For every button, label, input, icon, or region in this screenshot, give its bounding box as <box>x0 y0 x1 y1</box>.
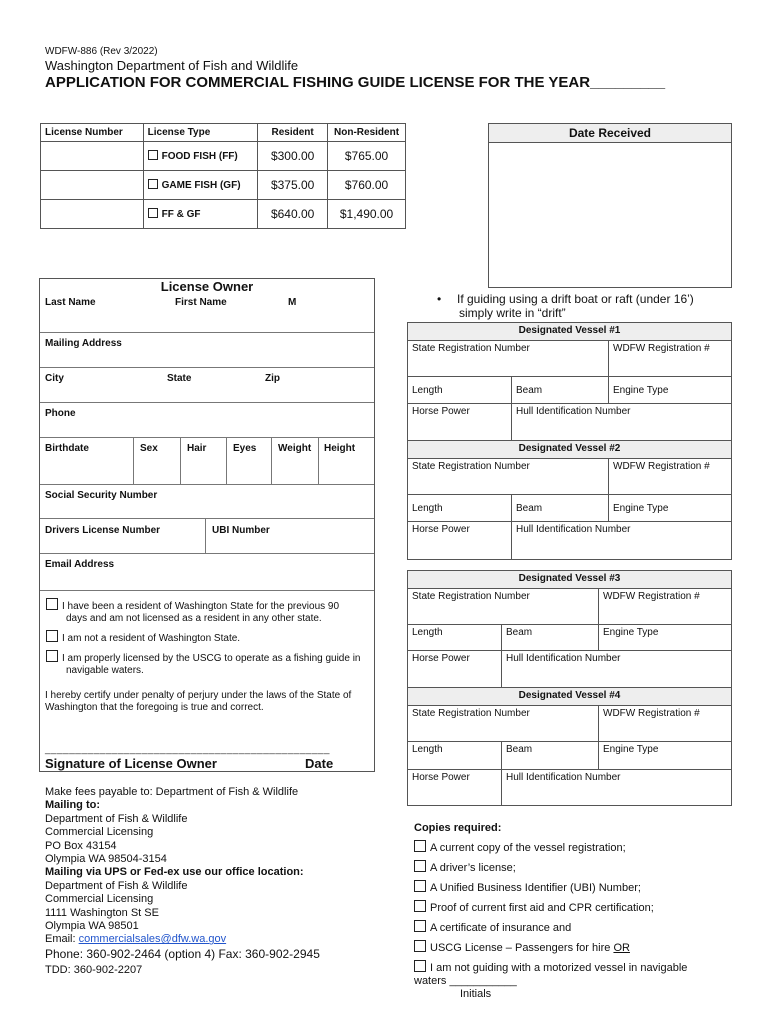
phone-label: Phone <box>45 408 76 419</box>
length-field[interactable]: Length <box>408 742 502 770</box>
col-license-number: License Number <box>41 124 144 142</box>
hull-id-field[interactable]: Hull Identification Number <box>502 770 732 806</box>
signature-label: Signature of License Owner <box>45 756 217 771</box>
mail-address-line: PO Box 43154 <box>45 839 117 852</box>
check-text: I have been a resident of Washington State for the previous 90 <box>62 601 340 612</box>
email-link[interactable]: commercialsales@dfw.wa.gov <box>78 933 227 946</box>
table-row <box>41 171 406 200</box>
vessel-1-table <box>407 322 732 442</box>
checkbox[interactable] <box>414 880 426 892</box>
copy-item[interactable] <box>414 900 734 920</box>
title-text: APPLICATION FOR COMMERCIAL FISHING GUIDE LICENSE FOR THE YEAR <box>45 74 591 91</box>
license-owner-title: License Owner <box>160 279 254 294</box>
copy-item[interactable] <box>414 860 734 880</box>
certify-text <box>45 690 351 714</box>
vessel-4-title: Designated Vessel #4 <box>408 688 732 706</box>
resident-fee: $300.00 <box>258 142 328 171</box>
date-received-label: Date Received <box>489 124 731 143</box>
copy-item-text: A current copy of the vessel registration; <box>430 842 626 854</box>
initials-label: Initials <box>460 988 492 1000</box>
length-field[interactable]: Length <box>408 377 512 404</box>
email-label-text: Email: <box>45 933 76 946</box>
signature-line[interactable]: _______________________________________________ <box>45 744 330 755</box>
ups-heading: Mailing via UPS or Fed-ex use our office location: <box>45 866 304 879</box>
checkbox[interactable] <box>414 960 426 972</box>
col-license-type: License Type <box>143 124 258 142</box>
or-text: OR <box>613 942 630 954</box>
license-table <box>40 123 406 229</box>
copies-title: Copies required: <box>414 822 502 834</box>
drivers-license-label: Drivers License Number <box>45 525 161 536</box>
license-type-ffgf[interactable] <box>143 200 258 229</box>
vessel-3-title: Designated Vessel #3 <box>408 571 732 589</box>
checkbox[interactable] <box>414 860 426 872</box>
resident-fee: $375.00 <box>258 171 328 200</box>
wdfw-reg-field[interactable]: WDFW Registration # <box>599 706 732 742</box>
table-row <box>41 142 406 171</box>
mailing-address-label: Mailing Address <box>45 338 122 349</box>
beam-field[interactable]: Beam <box>512 495 609 522</box>
mi-label: M <box>288 297 297 308</box>
payable-text: Make fees payable to: Department of Fish & Wildlife <box>45 786 299 798</box>
mailing-to-heading: Mailing to: <box>45 799 100 812</box>
certify-line: I hereby certify under penalty of perjury under the laws of the State of <box>45 690 352 701</box>
hair-label: Hair <box>187 443 207 454</box>
check-text: days and am not licensed as a resident in any other state. <box>66 613 322 624</box>
resident-fee: $640.00 <box>258 200 328 229</box>
ubi-label: UBI Number <box>212 525 270 536</box>
state-reg-field[interactable]: State Registration Number <box>408 706 599 742</box>
license-number-cell[interactable] <box>41 142 144 171</box>
mail-address-line: Olympia WA 98504-3154 <box>45 853 167 866</box>
copy-item[interactable] <box>414 880 734 900</box>
office-address-line: Commercial Licensing <box>45 893 154 906</box>
city-label: City <box>45 373 64 384</box>
tdd-line: TDD: 360-902-2207 <box>45 963 143 976</box>
license-type-label: FOOD FISH (FF) <box>161 151 238 162</box>
office-address-line: Department of Fish & Wildlife <box>45 879 188 892</box>
state-reg-field[interactable]: State Registration Number <box>408 589 599 625</box>
page-title <box>45 74 665 91</box>
checkbox[interactable] <box>414 900 426 912</box>
license-type-ff[interactable] <box>143 142 258 171</box>
hull-id-field[interactable]: Hull Identification Number <box>502 651 732 689</box>
mail-address-line: Department of Fish & Wildlife <box>45 812 188 825</box>
beam-field[interactable]: Beam <box>502 625 599 651</box>
beam-field[interactable]: Beam <box>502 742 599 770</box>
email-label: Email Address <box>45 559 115 570</box>
uscg-checkbox-row[interactable] <box>46 650 372 677</box>
copy-item[interactable] <box>414 920 734 940</box>
first-name-label: First Name <box>175 297 227 308</box>
checkbox[interactable] <box>46 650 58 662</box>
zip-label: Zip <box>265 373 280 384</box>
state-reg-field[interactable]: State Registration Number <box>408 459 609 495</box>
last-name-label: Last Name <box>45 297 96 308</box>
license-number-cell[interactable] <box>41 171 144 200</box>
copy-item-text: A certificate of insurance and <box>430 922 572 934</box>
engine-type-field[interactable]: Engine Type <box>609 377 732 404</box>
vessel-1-title: Designated Vessel #1 <box>408 323 732 341</box>
state-reg-field[interactable]: State Registration Number <box>408 341 609 377</box>
motor-item[interactable] <box>414 960 734 1001</box>
sex-label: Sex <box>140 443 158 454</box>
vessel-2-title: Designated Vessel #2 <box>408 441 732 459</box>
bullet-icon: • <box>437 292 442 306</box>
license-number-cell[interactable] <box>41 200 144 229</box>
wdfw-reg-field[interactable]: WDFW Registration # <box>609 341 732 377</box>
drift-note <box>437 292 694 320</box>
copy-item-text: waters ___________ <box>414 975 517 987</box>
check-text: navigable waters. <box>66 665 144 676</box>
table-row <box>41 200 406 229</box>
vessel-2-table <box>407 440 732 560</box>
horse-power-field[interactable]: Horse Power <box>408 651 502 689</box>
horse-power-field[interactable]: Horse Power <box>408 522 512 560</box>
license-type-label: FF & GF <box>161 209 201 220</box>
horse-power-field[interactable]: Horse Power <box>408 770 502 806</box>
resident-checkbox-row[interactable] <box>46 598 366 625</box>
check-text: I am properly licensed by the USCG to operate as a fishing guide in <box>62 653 361 664</box>
copy-item[interactable] <box>414 840 734 860</box>
checkbox[interactable] <box>414 840 426 852</box>
agency-name: Washington Department of Fish and Wildlife <box>45 58 299 73</box>
checkbox[interactable] <box>414 920 426 932</box>
horse-power-field[interactable]: Horse Power <box>408 404 512 442</box>
drift-note-line: simply write in “drift” <box>459 306 566 320</box>
copy-item[interactable] <box>414 940 734 960</box>
checkbox[interactable] <box>46 630 58 642</box>
length-field[interactable]: Length <box>408 625 502 651</box>
drift-note-line: If guiding using a drift boat or raft (under 16’) <box>457 292 694 306</box>
email-line <box>45 933 385 946</box>
hull-id-field[interactable]: Hull Identification Number <box>512 404 732 442</box>
date-received-box[interactable] <box>488 123 732 288</box>
checkbox[interactable] <box>414 940 426 952</box>
nonresident-fee: $1,490.00 <box>328 200 406 229</box>
checkbox[interactable] <box>46 598 58 610</box>
state-label: State <box>167 373 192 384</box>
wdfw-reg-field[interactable]: WDFW Registration # <box>599 589 732 625</box>
office-address-line: 1111 Washington St SE <box>45 906 159 919</box>
signature-date-label: Date <box>305 756 334 771</box>
beam-field[interactable]: Beam <box>512 377 609 404</box>
copy-item-text: USCG License – Passengers for hire <box>430 942 611 954</box>
mail-address-line: Commercial Licensing <box>45 826 154 839</box>
license-type-gf[interactable] <box>143 171 258 200</box>
wdfw-reg-field[interactable]: WDFW Registration # <box>609 459 732 495</box>
col-nonresident: Non-Resident <box>328 124 406 142</box>
nonresident-fee: $760.00 <box>328 171 406 200</box>
copy-item-text: I am not guiding with a motorized vessel in navigable <box>430 962 688 974</box>
nonresident-checkbox-row[interactable] <box>46 630 240 645</box>
engine-type-field[interactable]: Engine Type <box>599 625 732 651</box>
office-address-line: Olympia WA 98501 <box>45 920 139 933</box>
checkbox[interactable] <box>148 150 158 160</box>
copy-item-text: A Unified Business Identifier (UBI) Number; <box>430 882 641 894</box>
ssn-label: Social Security Number <box>45 490 158 501</box>
height-label: Height <box>324 443 356 454</box>
copies-required <box>414 821 734 1001</box>
check-text: I am not a resident of Washington State. <box>62 633 241 644</box>
license-type-label: GAME FISH (GF) <box>161 180 241 191</box>
birthdate-label: Birthdate <box>45 443 89 454</box>
hull-id-field[interactable]: Hull Identification Number <box>512 522 732 560</box>
engine-type-field[interactable]: Engine Type <box>609 495 732 522</box>
checkbox[interactable] <box>148 208 158 218</box>
eyes-label: Eyes <box>233 443 257 454</box>
length-field[interactable]: Length <box>408 495 512 522</box>
phone-fax-line: Phone: 360-902-2464 (option 4) Fax: 360-902-2945 <box>45 946 320 961</box>
weight-label: Weight <box>278 443 312 454</box>
copy-item-text: A driver’s license; <box>430 862 516 874</box>
vessel-4-table <box>407 687 732 806</box>
nonresident-fee: $765.00 <box>328 142 406 171</box>
vessel-3-table <box>407 570 732 689</box>
form-id: WDFW-886 (Rev 3/2022) <box>45 46 158 57</box>
engine-type-field[interactable]: Engine Type <box>599 742 732 770</box>
copy-item-text: Proof of current first aid and CPR certification; <box>430 902 654 914</box>
checkbox[interactable] <box>148 179 158 189</box>
year-field[interactable]: _________ <box>590 74 666 91</box>
col-resident: Resident <box>258 124 328 142</box>
certify-line: Washington that the foregoing is true and correct. <box>45 702 264 713</box>
payment-info <box>45 786 385 977</box>
